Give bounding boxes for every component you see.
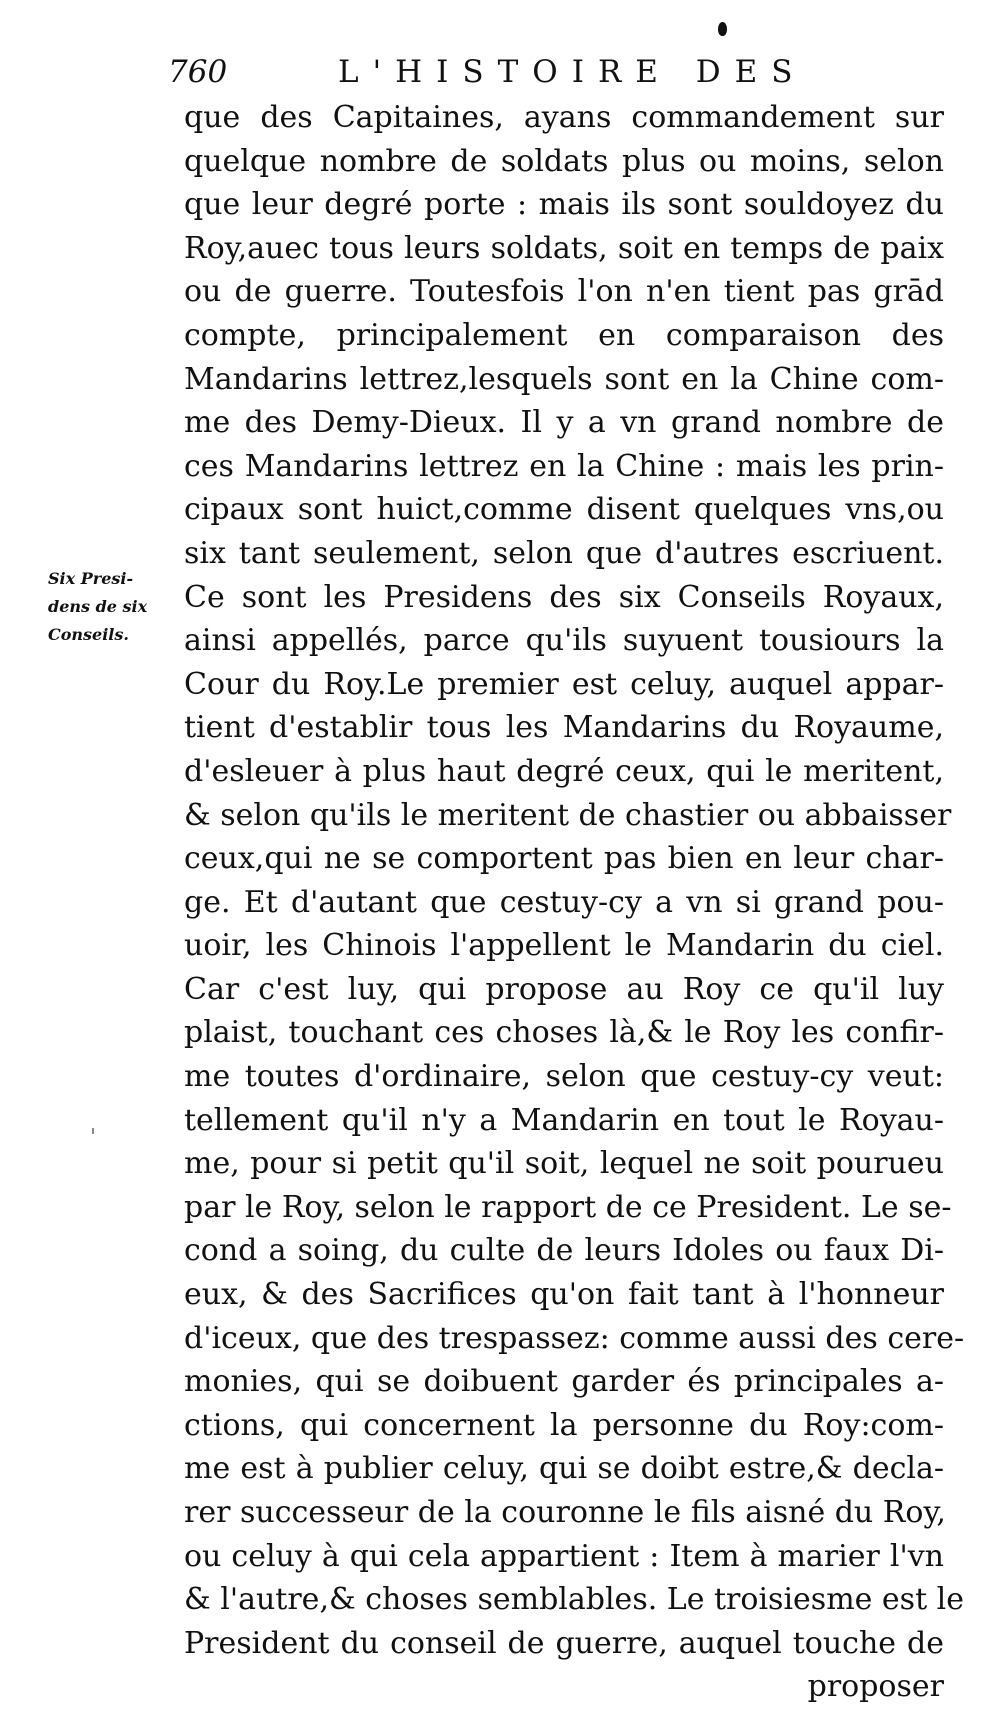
text-line: Mandarins lettrez,lesquels sont en la Chine com- [184,361,944,397]
margin-note-line: Six Presi- [48,569,134,588]
text-line: six tant seulement, selon que d'autres escriuent. [184,535,944,571]
text-line: & selon qu'ils le meritent de chastier ou abbaisser [184,797,952,833]
body-text [184,96,965,1709]
running-title: L'HISTOIRE DES [338,54,807,90]
text-line: par le Roy, selon le rapport de ce President. Le se- [184,1189,952,1225]
text-line: d'iceux, que des trespassez: comme aussi des cere- [184,1320,965,1356]
text-line: ou de guerre. Toutesfois l'on n'en tient pas grād [184,274,944,310]
text-line: monies, qui se doibuent garder és principales a- [184,1364,944,1400]
text-line: ge. Et d'autant que cestuy-cy a vn si grand pou- [184,884,944,920]
text-line: me est à publier celuy, qui se doibt estre,& decla- [184,1451,944,1487]
text-line: uoir, les Chinois l'appellent le Mandarin du ciel. [184,928,944,964]
text-line: tient d'establir tous les Mandarins du Royaume, [184,710,944,746]
text-line: d'esleuer à plus haut degré ceux, qui le meritent, [184,753,944,789]
text-line: Roy,auec tous leurs soldats, soit en temps de paix [184,230,944,266]
text-line: rer successeur de la couronne le fils aisné du Roy, [184,1495,946,1530]
catchword: proposer [807,1669,944,1705]
text-line: ces Mandarins lettrez en la Chine : mais les prin- [184,448,944,484]
text-line: tellement qu'il n'y a Mandarin en tout le Royau- [184,1102,944,1138]
text-line: ceux,qui ne se comportent pas bien en leur char- [184,841,944,877]
text-line: me toutes d'ordinaire, selon que cestuy-cy veut: [184,1059,944,1095]
margin-note-line: dens de six [48,597,148,616]
text-line: Car c'est luy, qui propose au Roy ce qu'il luy [184,971,944,1007]
text-line: President du conseil de guerre, auquel touche de [184,1625,944,1661]
text-line: Ce sont les Presidens des six Conseils Royaux, [184,579,944,615]
ink-blot [718,22,727,36]
text-line: plaist, touchant ces choses là,& le Roy les confir- [184,1015,944,1051]
margin-note [48,565,172,649]
text-line: cond a soing, du culte de leurs Idoles ou faux Di- [184,1233,944,1269]
text-line: me des Demy-Dieux. Il y a vn grand nombre de [184,405,944,441]
text-line: ou celuy à qui cela appartient : Item à marier l'vn [184,1538,944,1574]
page-number: 760 [168,54,228,90]
text-line: me, pour si petit qu'il soit, lequel ne soit pourueu [184,1146,944,1182]
paper-speck [92,1128,94,1134]
text-line: quelque nombre de soldats plus ou moins, selon [184,143,944,179]
text-line: & l'autre,& choses semblables. Le troisiesme est le [184,1582,965,1618]
text-line: que des Capitaines, ayans commandement sur [184,100,944,135]
page-header [168,52,938,92]
text-line: que leur degré porte : mais ils sont souldoyez du [184,187,944,223]
text-line: Cour du Roy.Le premier est celuy, auquel appar- [184,666,944,702]
margin-note-line: Conseils. [48,625,129,644]
text-line: eux, & des Sacrifices qu'on fait tant à l'honneur [184,1277,944,1313]
text-line: ctions, qui concernent la personne du Roy:com- [184,1407,944,1443]
text-line: ainsi appellés, parce qu'ils suyuent tousiours la [184,623,944,659]
text-line: cipaux sont huict,comme disent quelques vns,ou [184,492,944,528]
text-line: compte, principalement en comparaison des [184,317,944,353]
